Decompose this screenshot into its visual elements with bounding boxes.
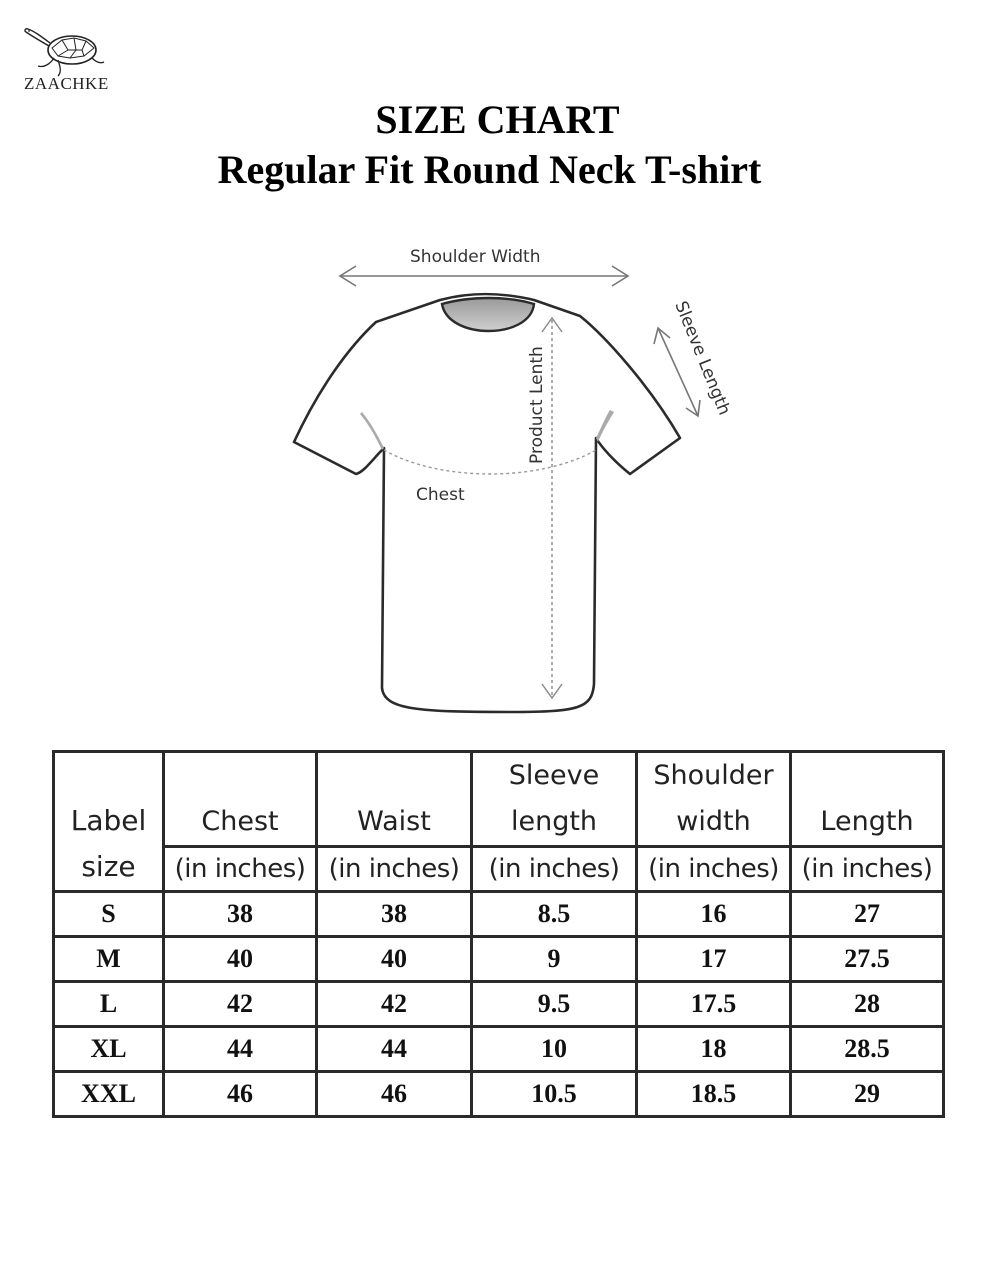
waist-value: 40 <box>317 937 472 982</box>
size-label: XL <box>54 1027 164 1072</box>
chest-label: Chest <box>416 485 465 505</box>
page-title: SIZE CHART <box>375 97 620 142</box>
column-header-chest-title: Chest <box>201 806 279 837</box>
product-length-label: Product Lenth <box>527 346 547 464</box>
column-header-length-title: Length <box>820 806 914 837</box>
length-value: 28.5 <box>791 1027 944 1072</box>
chest-value: 42 <box>164 982 317 1027</box>
shoulder-value: 17.5 <box>637 982 791 1027</box>
shoulder-value: 18.5 <box>637 1072 791 1117</box>
label-size-header-line1: Label <box>70 804 147 837</box>
length-value: 28 <box>791 982 944 1027</box>
column-header-shoulder-title-1: Shoulder <box>653 760 774 791</box>
size-table <box>52 750 945 1118</box>
length-value: 27 <box>791 892 944 937</box>
waist-value: 44 <box>317 1027 472 1072</box>
sleeve-value: 9.5 <box>472 982 637 1027</box>
size-label: S <box>54 892 164 937</box>
shoulder-value: 18 <box>637 1027 791 1072</box>
column-unit: (in inches) <box>317 847 472 892</box>
shoulder-value: 17 <box>637 937 791 982</box>
column-header-sleeve-title-1: Sleeve <box>508 760 600 791</box>
column-header-shoulder-title-2: width <box>676 806 751 837</box>
waist-value: 38 <box>317 892 472 937</box>
tshirt-diagram <box>280 236 750 726</box>
chest-value: 38 <box>164 892 317 937</box>
table-row <box>54 1072 944 1117</box>
column-header-sleeve-title-2: length <box>510 806 598 837</box>
table-row <box>54 937 944 982</box>
sleeve-value: 10.5 <box>472 1072 637 1117</box>
column-header-length <box>791 752 944 847</box>
chest-value: 40 <box>164 937 317 982</box>
brand-logo <box>20 26 120 96</box>
chest-value: 44 <box>164 1027 317 1072</box>
label-size-header-line2: size <box>81 850 136 883</box>
column-unit: (in inches) <box>164 847 317 892</box>
size-label: L <box>54 982 164 1027</box>
label-size-header <box>54 752 164 892</box>
column-header-sleeve-length <box>472 752 637 847</box>
page-subtitle: Regular Fit Round Neck T-shirt <box>217 147 762 192</box>
column-header-chest <box>164 752 317 847</box>
column-header-shoulder-width <box>637 752 791 847</box>
sleeve-value: 8.5 <box>472 892 637 937</box>
column-unit: (in inches) <box>472 847 637 892</box>
waist-value: 42 <box>317 982 472 1027</box>
size-label: M <box>54 937 164 982</box>
chest-value: 46 <box>164 1072 317 1117</box>
shoulder-width-label: Shoulder Width <box>410 247 541 267</box>
shoulder-width-arrow <box>340 266 628 286</box>
sleeve-value: 9 <box>472 937 637 982</box>
waist-value: 46 <box>317 1072 472 1117</box>
length-value: 27.5 <box>791 937 944 982</box>
column-header-waist-title: Waist <box>357 806 431 837</box>
shoulder-value: 16 <box>637 892 791 937</box>
turtle-icon <box>22 26 106 80</box>
length-value: 29 <box>791 1072 944 1117</box>
size-label: XXL <box>54 1072 164 1117</box>
column-unit: (in inches) <box>637 847 791 892</box>
table-row <box>54 982 944 1027</box>
column-unit: (in inches) <box>791 847 944 892</box>
brand-name: ZAACHKE <box>24 74 109 93</box>
table-row <box>54 892 944 937</box>
column-header-waist <box>317 752 472 847</box>
sleeve-value: 10 <box>472 1027 637 1072</box>
table-row <box>54 1027 944 1072</box>
tshirt-outline <box>294 294 680 712</box>
sleeve-length-label: Sleeve Length <box>670 298 735 419</box>
